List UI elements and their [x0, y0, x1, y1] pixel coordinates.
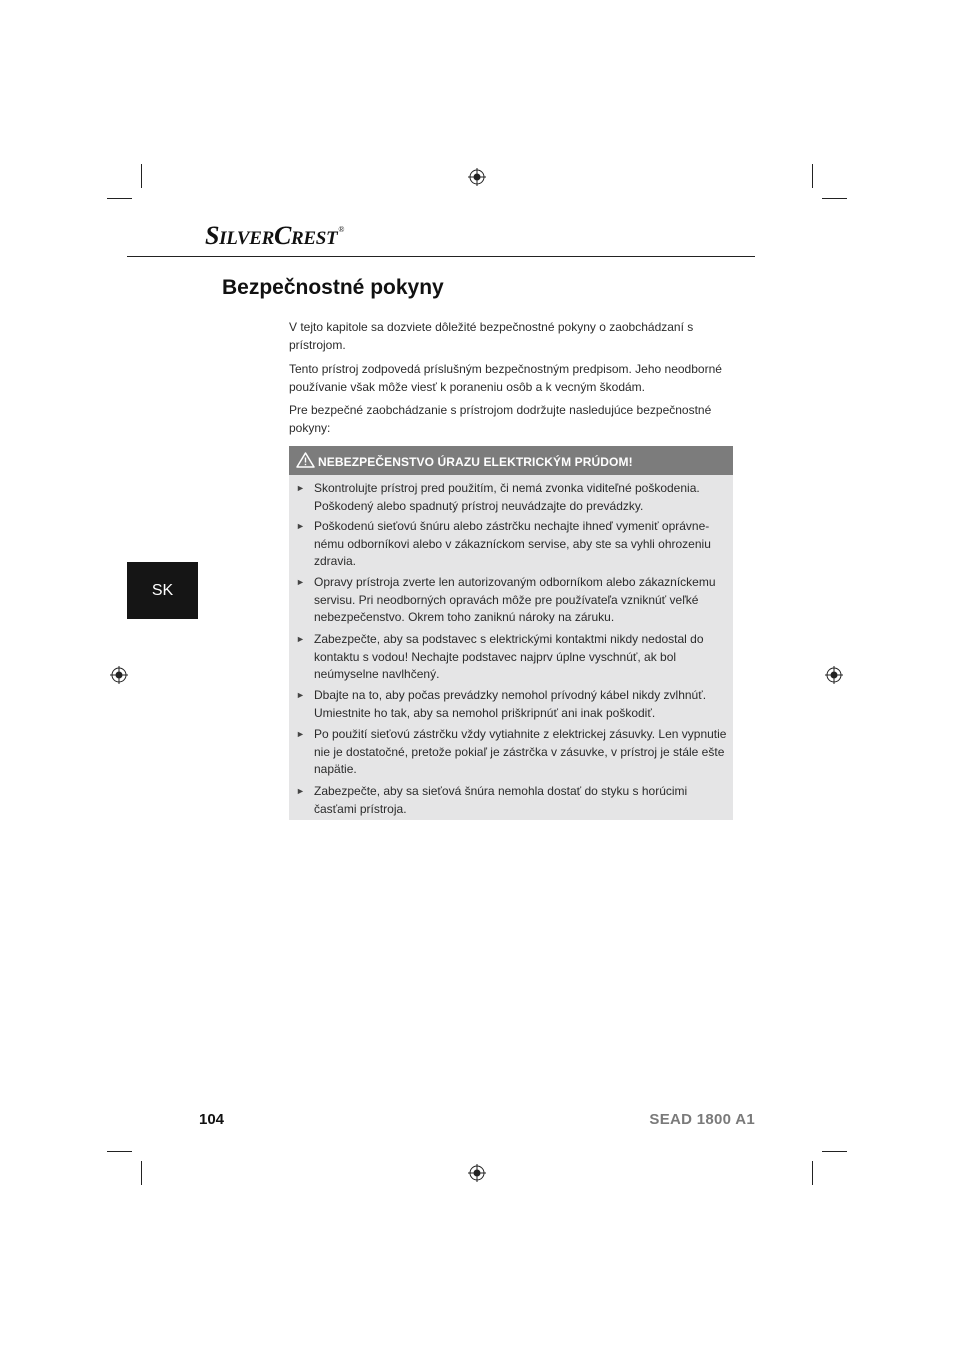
crop-mark — [107, 1151, 132, 1152]
page-number: 104 — [199, 1111, 225, 1128]
bullet-arrow-icon: ► — [296, 577, 305, 587]
bullet-arrow-icon: ► — [296, 521, 305, 531]
logo-word-part: ILVER — [219, 228, 274, 249]
bullet-arrow-icon: ► — [296, 690, 305, 700]
intro-paragraph: Pre bezpečné zaobchádzanie s prístrojom dodržujte nasledujúce bezpečnostné pokyny: — [289, 403, 712, 435]
crop-mark — [812, 164, 813, 188]
model-number: SEAD 1800 A1 — [649, 1111, 755, 1128]
list-item-text: Opravy prístroja zverte len autorizovaným odborníkom alebo zákazníckemu servisu. Pri neodborných opravách môže pre používateľa vzniknúť veľké nebezpečenstvo. Okrem toho zaniknú nároky na záruku. — [314, 575, 716, 624]
registration-mark-icon — [825, 666, 843, 684]
warning-header — [289, 446, 733, 475]
registration-mark-icon — [468, 168, 486, 186]
registration-mark-icon — [110, 666, 128, 684]
registration-mark-icon — [468, 1164, 486, 1182]
crop-mark — [822, 1151, 847, 1152]
intro-paragraph: Tento prístroj zodpovedá príslušným bezpečnostným predpisom. Jeho neodborné používanie však môže viesť k poraneniu osôb a k vecným škodám. — [289, 362, 722, 394]
bullet-arrow-icon: ► — [296, 729, 305, 739]
warning-box — [289, 446, 733, 820]
list-item-text: Zabezpečte, aby sa podstavec s elektrickými kontaktmi nikdy nedostal do kontaktu s vodou! Nechajte podstavec najprv úplne vyschnúť, ak bol neúmyselne navlhčený. — [314, 632, 704, 681]
crop-mark — [812, 1161, 813, 1185]
crop-mark — [141, 164, 142, 188]
brand-logo — [205, 221, 344, 251]
list-item-text: Poškodenú sieťovú šnúru alebo zástrčku nechajte ihneď vymeniť oprávne- nému odborníkovi alebo v zákazníckom servise, aby ste sa vyhli ohrozeniu zdravia. — [314, 519, 711, 568]
crop-mark — [107, 198, 132, 199]
logo-letter: S — [205, 221, 220, 250]
registered-mark: ® — [338, 225, 345, 234]
bullet-arrow-icon: ► — [296, 483, 305, 493]
page-title: Bezpečnostné pokyny — [222, 276, 444, 299]
list-item-text: Po použití sieťovú zástrčku vždy vytiahnite z elektrickej zásuvky. Len vypnutie nie je dostatočné, pretože pokiaľ je zástrčka v zásuvke, v prístroj je stále ešte napätie. — [314, 727, 727, 776]
list-item-text: Zabezpečte, aby sa sieťová šnúra nemohla dostať do styku s horúcimi časťami prístroja. — [314, 784, 688, 816]
intro-paragraph: V tejto kapitole sa dozviete dôležité bezpečnostné pokyny o zaobchádzaní s prístrojom. — [289, 320, 694, 352]
header-rule — [127, 256, 755, 257]
logo-word-part: REST — [291, 228, 338, 249]
list-item-text: Dbajte na to, aby počas prevádzky nemohol prívodný kábel nikdy zvlhnúť. Umiestnite ho tak, aby sa nemohol priškripnúť ani inak poškodiť. — [314, 688, 707, 720]
warning-heading: NEBEZPEČENSTVO ÚRAZU ELEKTRICKÝM PRÚDOM! — [318, 455, 633, 469]
language-tab: SK — [127, 562, 198, 619]
logo-letter: C — [274, 221, 292, 250]
bullet-arrow-icon: ► — [296, 634, 305, 644]
bullet-arrow-icon: ► — [296, 786, 305, 796]
crop-mark — [822, 198, 847, 199]
warning-triangle-icon — [296, 452, 315, 468]
crop-mark — [141, 1161, 142, 1185]
list-item-text: Skontrolujte prístroj pred použitím, či nemá zvonka viditeľné poškodenia. Poškodený alebo spadnutý prístroj neuvádzajte do prevádzky. — [314, 481, 700, 513]
